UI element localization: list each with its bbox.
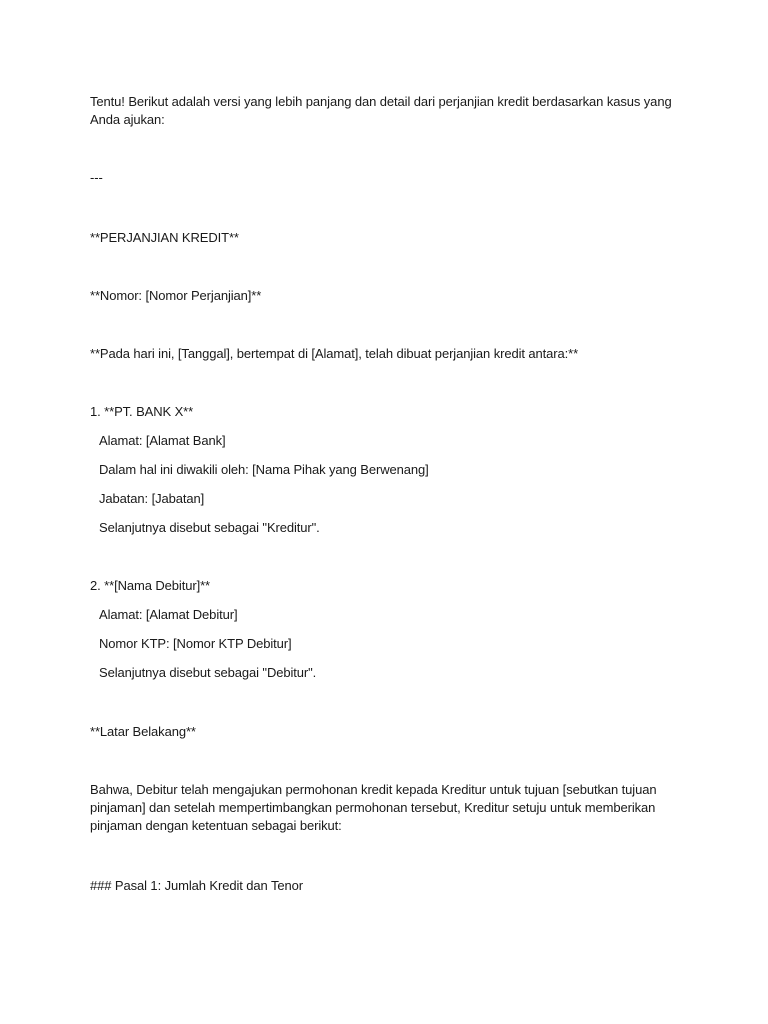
party1-represented: Dalam hal ini diwakili oleh: [Nama Pihak yang Berwenang] — [99, 462, 429, 477]
opening-statement: **Pada hari ini, [Tanggal], bertempat di [Alamat], telah dibuat perjanjian kredit antara:** — [90, 346, 579, 361]
party1-position: Jabatan: [Jabatan] — [99, 491, 205, 506]
party2-heading: 2. **[Nama Debitur]** — [90, 578, 211, 593]
party1-designation: Selanjutnya disebut sebagai "Kreditur". — [99, 520, 320, 535]
agreement-number: **Nomor: [Nomor Perjanjian]** — [90, 288, 262, 303]
background-paragraph: Bahwa, Debitur telah mengajukan permohonan kredit kepada Kreditur untuk tujuan [sebutkan tujuan pinjaman] dan setelah mempertimbangkan permohonan tersebut, Kreditur setuju untuk memberikan pinjaman dengan ketentuan sebagai berikut: — [90, 782, 657, 833]
intro-paragraph: Tentu! Berikut adalah versi yang lebih panjang dan detail dari perjanjian kredit berdasarkan kasus yang Anda ajukan: — [90, 94, 672, 127]
separator-line: --- — [90, 170, 103, 185]
article1-heading: ### Pasal 1: Jumlah Kredit dan Tenor — [90, 878, 303, 893]
party1-address: Alamat: [Alamat Bank] — [99, 433, 226, 448]
party2-address: Alamat: [Alamat Debitur] — [99, 607, 238, 622]
background-heading: **Latar Belakang** — [90, 724, 196, 739]
party2-designation: Selanjutnya disebut sebagai "Debitur". — [99, 665, 317, 680]
agreement-title: **PERJANJIAN KREDIT** — [90, 230, 239, 245]
party1-heading: 1. **PT. BANK X** — [90, 404, 194, 419]
party2-id-number: Nomor KTP: [Nomor KTP Debitur] — [99, 636, 292, 651]
